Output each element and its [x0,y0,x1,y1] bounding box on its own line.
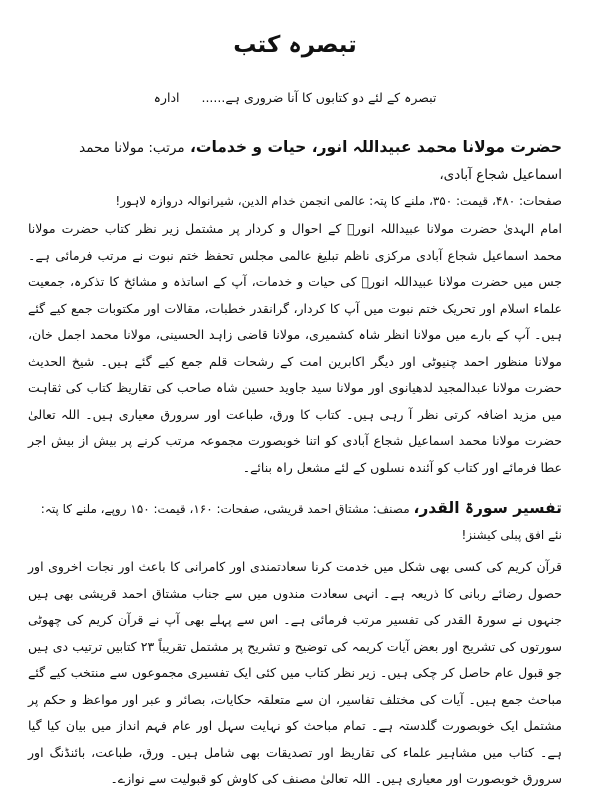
review-1-body: امام الہدیٰ حضرت مولانا عبیداللہ انورؒ کے احوال و کردار پر مشتمل زیر نظر کتاب حضرت مولانا محمد اسماعیل شجاع آبادی مرکزی ناظم تبلیغ عالمی مجلس تحفظ ختم نبوت نے مرتب فرمائی ہے۔ جس میں حضرت مولانا عبیداللہ انورؒ کی حیات و خدمات، آپ کے اساتذہ و مشائخ کا تذکرہ، جمعیت علماء اسلام اور تحریک ختم نبوت میں آپ کا کردار، گرانقدر خطبات، مقالات اور مکتوبات جمع کیے گئے ہیں۔ آپ کے بارے میں مولانا انظر شاہ کشمیری، مولانا قاضی زاہد الحسینی، مولانا محمد اجمل خان، مولانا منظور احمد چنیوٹی اور دیگر اکابرین امت کے رشحات قلم جمع کیے گئے ہیں۔ شیخ الحدیث حضرت مولانا عبدالمجید لدھیانوی اور مولانا سید جاوید حسین شاہ صاحب کی تقاریظ کتاب کی ثقاہت میں مزید اضافہ کرتی نظر آ رہی ہیں۔ کتاب کا ورق، طباعت اور سرورق معیاری ہیں۔ اللہ تعالیٰ حضرت مولانا محمد اسماعیل شجاع آبادی کو اتنا خوبصورت مجموعہ مرتب کرنے پر بیش از بیش اجر عطا فرمائے اور کتاب کو آئندہ نسلوں کے لئے مشعل راہ بنائے۔ [28,221,562,475]
review-notice-text: تبصرہ کے لئے دو کتابوں کا آنا ضروری ہے...... [201,90,437,105]
review-2-book-title: تفسیر سورۃ القدر، [413,499,562,517]
review-1-book-title: حضرت مولانا محمد عبیداللہ انور، حیات و خدمات، [190,138,562,156]
review-1-compiler: مرتب: مولانا محمد اسماعیل شجاع آبادی، [79,140,562,183]
review-notice [28,88,562,108]
review-2-body: قرآن کریم کی کسی بھی شکل میں خدمت کرنا سعادتمندی اور کامرانی کا باعث اور نجات اخروی اور حصول رضائے ربانی کا ذریعہ ہے۔ انہی سعادت مندوں میں سے جناب مشتاق احمد قریشی بھی ہیں جنہوں نے سورۃ القدر کی تفسیر مرتب فرمائی ہے۔ اس سے پہلے بھی آپ نے قرآن کریم کی چھوٹی سورتوں کی تشریح اور بعض آیات کریمہ کی توضیح و تشریح پر مشتمل تقریباً ۲۳ کتابیں ترتیب دی ہیں جو قبول عام حاصل کر چکی ہیں۔ زیر نظر کتاب میں کئی ایک تفسیری مجموعوں سے منتخب کیے گئے مباحث جمع ہیں۔ آیات کی مختلف تفاسیر، ان سے متعلقہ حکایات، بصائر و عبر اور مواعظ و حکم پر مشتمل ایک خوبصورت گلدستہ ہے۔ تمام مباحث کو نہایت سہل اور عام فہم انداز میں بیان کیا گیا ہے۔ کتاب میں مشاہیر علماء کی تقاریظ اور تصدیقات بھی شامل ہیں۔ ورق، طباعت، بائنڈنگ اور سرورق خوبصورت اور معیاری ہیں۔ اللہ تعالیٰ مصنف کی کاوش کو قبولیت سے نوازے۔ [28,559,562,786]
page-title: تبصرہ کتب [233,32,357,58]
review-1-heading [28,134,562,188]
section-spacer [28,481,562,495]
review-1-meta: صفحات: ۴۸۰، قیمت: ۳۵۰، ملنے کا پتہ: عالمی انجمن خدام الدین، شیرانوالہ دروازہ لاہور! [115,194,562,208]
review-1 [28,134,562,481]
section-author: ادارہ [153,90,180,105]
review-2 [28,495,562,793]
review-2-heading [28,495,562,548]
review-2-meta: مصنف: مشتاق احمد قریشی، صفحات: ۱۶۰، قیمت: ۱۵۰ روپے، ملنے کا پتہ: نئے افق پبلی کیشنز! [40,502,562,542]
